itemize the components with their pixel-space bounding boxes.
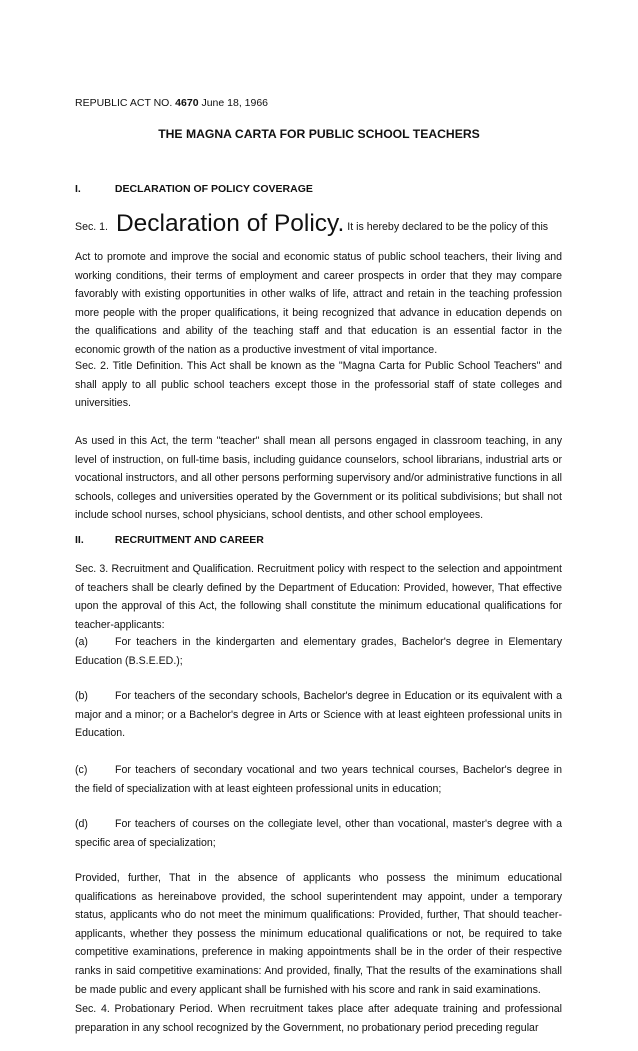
sec1-body: Act to promote and improve the social and economic status of public school teachers, their living and working conditions, their terms of employment and career prospects in order that they may compare favorably with existing opportunities in other walks of life, attract and retain in the teaching profession more people with the proper qualifications, it being recognized that advance in education depends on the qualifications and ability of the teaching staff and that education is an essential factor in the economic growth of the nation as a productive investment of vital importance. (75, 251, 562, 356)
act-number: 4670 (175, 97, 199, 109)
section-label: RECRUITMENT AND CAREER (114, 534, 264, 546)
list-item-b (75, 687, 562, 743)
item-text: For teachers of secondary vocational and two years technical courses, Bachelor's degree in the field of specialization with at least eighteen professional units in education; (75, 764, 562, 795)
item-label: (c) (75, 764, 88, 776)
sec1-heading: Declaration of Policy. (115, 210, 345, 237)
list-item-c (75, 761, 562, 798)
item-label: (b) (75, 690, 88, 702)
section-heading-1 (75, 183, 313, 195)
sec3-paragraph: Sec. 3. Recruitment and Qualification. Recruitment policy with respect to the selection and appointment of teachers shall be clearly defined by the Department of Education: Provided, however, That effective upon the approval of this Act, the following shall constitute the minimum educational qualifications for teacher-applicants: (75, 563, 562, 631)
section-number: II. (75, 534, 84, 546)
sec2-definition-paragraph: As used in this Act, the term "teacher" shall mean all persons engaged in classroom teaching, in any level of instruction, on full-time basis, including guidance counselors, school librarians, industrial arts or vocational instructors, and all other persons performing supervisory and/or administrative functions in all schools, colleges and universities operated by the Government or its political subdivisions; but shall not include school nurses, school physicians, school dentists, and other school employees. (75, 435, 562, 522)
section-heading-2 (75, 534, 264, 546)
item-text: For teachers of the secondary schools, Bachelor's degree in Education or its equivalent with a major and a minor; or a Bachelor's degree in Arts or Science with at least eighteen professional units in Education. (75, 690, 562, 740)
proviso-paragraph: Provided, further, That in the absence of applicants who possess the minimum educational qualifications as hereinabove provided, the school superintendent may appoint, under a temporary status, applicants who do not meet the minimum qualifications: Provided, further, That should teacher-applicants, whether they possess the minimum educational qualifications or not, be required to take competitive examinations, preference in making appointments shall be in the order of their respective ranks in said competitive examinations: And provided, finally, That the results of the examinations shall be made public and every applicant shall be furnished with his score and rank in said examinations. (75, 872, 562, 996)
act-header (75, 97, 268, 109)
section-label: DECLARATION OF POLICY COVERAGE (114, 183, 313, 195)
sec4-paragraph: Sec. 4. Probationary Period. When recruitment takes place after adequate training and professional preparation in any school recognized by the Government, no probationary period preceding regular (75, 1003, 562, 1034)
act-prefix: REPUBLIC ACT NO. (75, 97, 173, 109)
sec1-lead: Sec. 1. (75, 221, 108, 233)
act-date: June 18, 1966 (201, 97, 269, 109)
document-title: THE MAGNA CARTA FOR PUBLIC SCHOOL TEACHERS (158, 127, 480, 141)
section-number: I. (75, 183, 81, 195)
list-item-d (75, 815, 562, 852)
item-text: For teachers in the kindergarten and elementary grades, Bachelor's degree in Elementary Education (B.S.E.ED.); (75, 636, 562, 667)
item-label: (d) (75, 818, 88, 830)
sec1-first-text: It is hereby declared to be the policy of this (347, 221, 549, 233)
list-item-a (75, 633, 562, 670)
item-text: For teachers of courses on the collegiate level, other than vocational, master's degree with a specific area of specialization; (75, 818, 562, 849)
sec1-first-line (75, 212, 562, 236)
sec2-paragraph: Sec. 2. Title Definition. This Act shall be known as the "Magna Carta for Public School Teachers" and shall apply to all public school teachers except those in the professorial staff of state colleges and universities. (75, 360, 562, 410)
item-label: (a) (75, 636, 88, 648)
